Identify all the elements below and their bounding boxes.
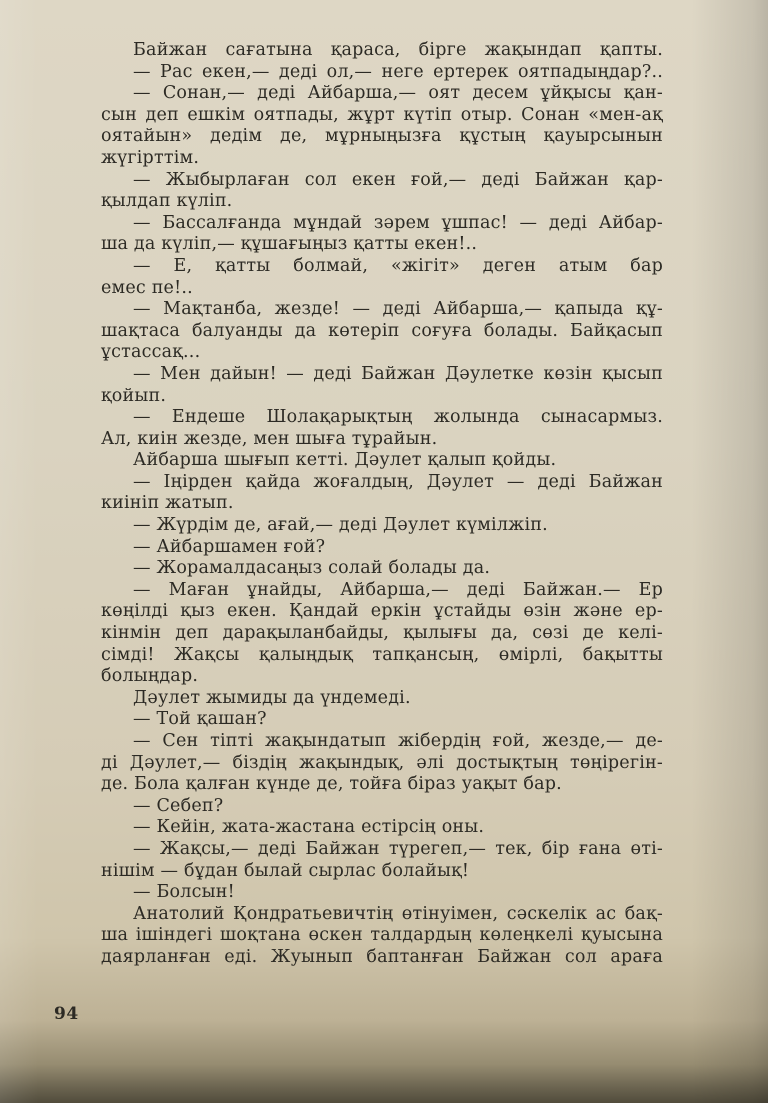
text-line: кінмін деп дарақыланбайды, қылығы да, сөзі де келі- bbox=[101, 623, 663, 644]
text-line: киініп жатып. bbox=[101, 493, 234, 514]
text-line: — Рас екен,— деді ол,— неге ертерек оятпадыңдар?.. bbox=[133, 61, 663, 82]
text-line: ша ішіндегі шоқтана өскен талдардың көлеңкелі қуысына bbox=[101, 925, 663, 946]
text-line: — Жақсы,— деді Байжан түрегеп,— тек, бір ғана өті- bbox=[133, 838, 663, 859]
page-text bbox=[101, 40, 663, 969]
text-line: — Кейін, жата-жастана естірсің оны. bbox=[133, 817, 485, 838]
text-line: — Жорамалдасаңыз солай болады да. bbox=[133, 558, 491, 579]
page-number: 94 bbox=[54, 1004, 79, 1024]
text-line: Байжан сағатына қараса, бірге жақындап қапты. bbox=[133, 40, 663, 60]
text-line: Дәулет жымиды да үндемеді. bbox=[133, 687, 411, 708]
text-line: — Айбаршамен ғой? bbox=[133, 536, 326, 557]
text-line: сын деп ешкім оятпады, жұрт күтіп отыр. Сонан «мен-ақ bbox=[101, 104, 663, 125]
text-line: — Іңірден қайда жоғалдың, Дәулет — деді Байжан bbox=[133, 471, 663, 492]
text-line: оятайын» дедім де, мұрныңызға құстың қауырсынын bbox=[101, 126, 663, 147]
text-line: ша да күліп,— құшағыңыз қатты екен!.. bbox=[101, 234, 478, 255]
text-line: — Себеп? bbox=[133, 795, 224, 816]
text-line: ді Дәулет,— біздің жақындық, әлі достықтың төңірегін- bbox=[101, 752, 663, 773]
text-line: — Бассалғанда мұндай зәрем ұшпас! — деді Айбар- bbox=[133, 212, 663, 233]
text-line: шақтаса балуанды да көтеріп соғуға болады. Байқасып bbox=[101, 320, 663, 341]
text-line: — Болсын! bbox=[133, 882, 235, 903]
text-line: көңілді қыз екен. Қандай еркін ұстайды өзін және ер- bbox=[101, 601, 663, 622]
text-line: қылдап күліп. bbox=[101, 191, 233, 212]
text-line: — Е, қатты болмай, «жігіт» деген атым бар bbox=[133, 255, 663, 276]
text-line: — Маған ұнайды, Айбарша,— деді Байжан.— Ер bbox=[133, 579, 663, 600]
text-line: жүгірттім. bbox=[101, 147, 200, 168]
text-line: — Сонан,— деді Айбарша,— оят десем ұйқысы қан- bbox=[133, 83, 663, 104]
text-line: — Мен дайын! — деді Байжан Дәулетке көзін қысып bbox=[133, 363, 663, 384]
text-line: — Мақтанба, жезде! — деді Айбарша,— қапыда құ- bbox=[133, 299, 663, 320]
text-line: Анатолий Қондратьевичтің өтінуімен, сәскелік ас бақ- bbox=[133, 903, 663, 924]
text-line: — Жыбырлаған сол екен ғой,— деді Байжан қар- bbox=[133, 169, 663, 190]
text-line: де. Бола қалған күнде де, тойға біраз уақыт бар. bbox=[101, 774, 562, 795]
text-line: емес пе!.. bbox=[101, 277, 193, 298]
text-line: — Той қашан? bbox=[133, 709, 267, 730]
text-line: Ал, киін жезде, мен шыға тұрайын. bbox=[101, 428, 438, 449]
text-line: Айбарша шығып кетті. Дәулет қалып қойды. bbox=[133, 450, 557, 471]
text-line: болыңдар. bbox=[101, 666, 199, 687]
text-line: — Ендеше Шолақарықтың жолында сынасармыз. bbox=[133, 407, 663, 428]
text-line: ұстассақ... bbox=[101, 342, 201, 363]
text-line: сімді! Жақсы қалыңдық тапқансың, өмірлі, бақытты bbox=[101, 644, 663, 665]
text-line: нішім — бұдан былай сырлас болайық! bbox=[101, 860, 470, 881]
text-line: — Жүрдім де, ағай,— деді Дәулет күмілжіп. bbox=[133, 515, 548, 536]
text-line: қойып. bbox=[101, 385, 167, 406]
text-line: даярланған еді. Жуынып баптанған Байжан сол араға bbox=[101, 946, 663, 967]
text-line: — Сен тіпті жақындатып жібердің ғой, жезде,— де- bbox=[133, 731, 663, 751]
